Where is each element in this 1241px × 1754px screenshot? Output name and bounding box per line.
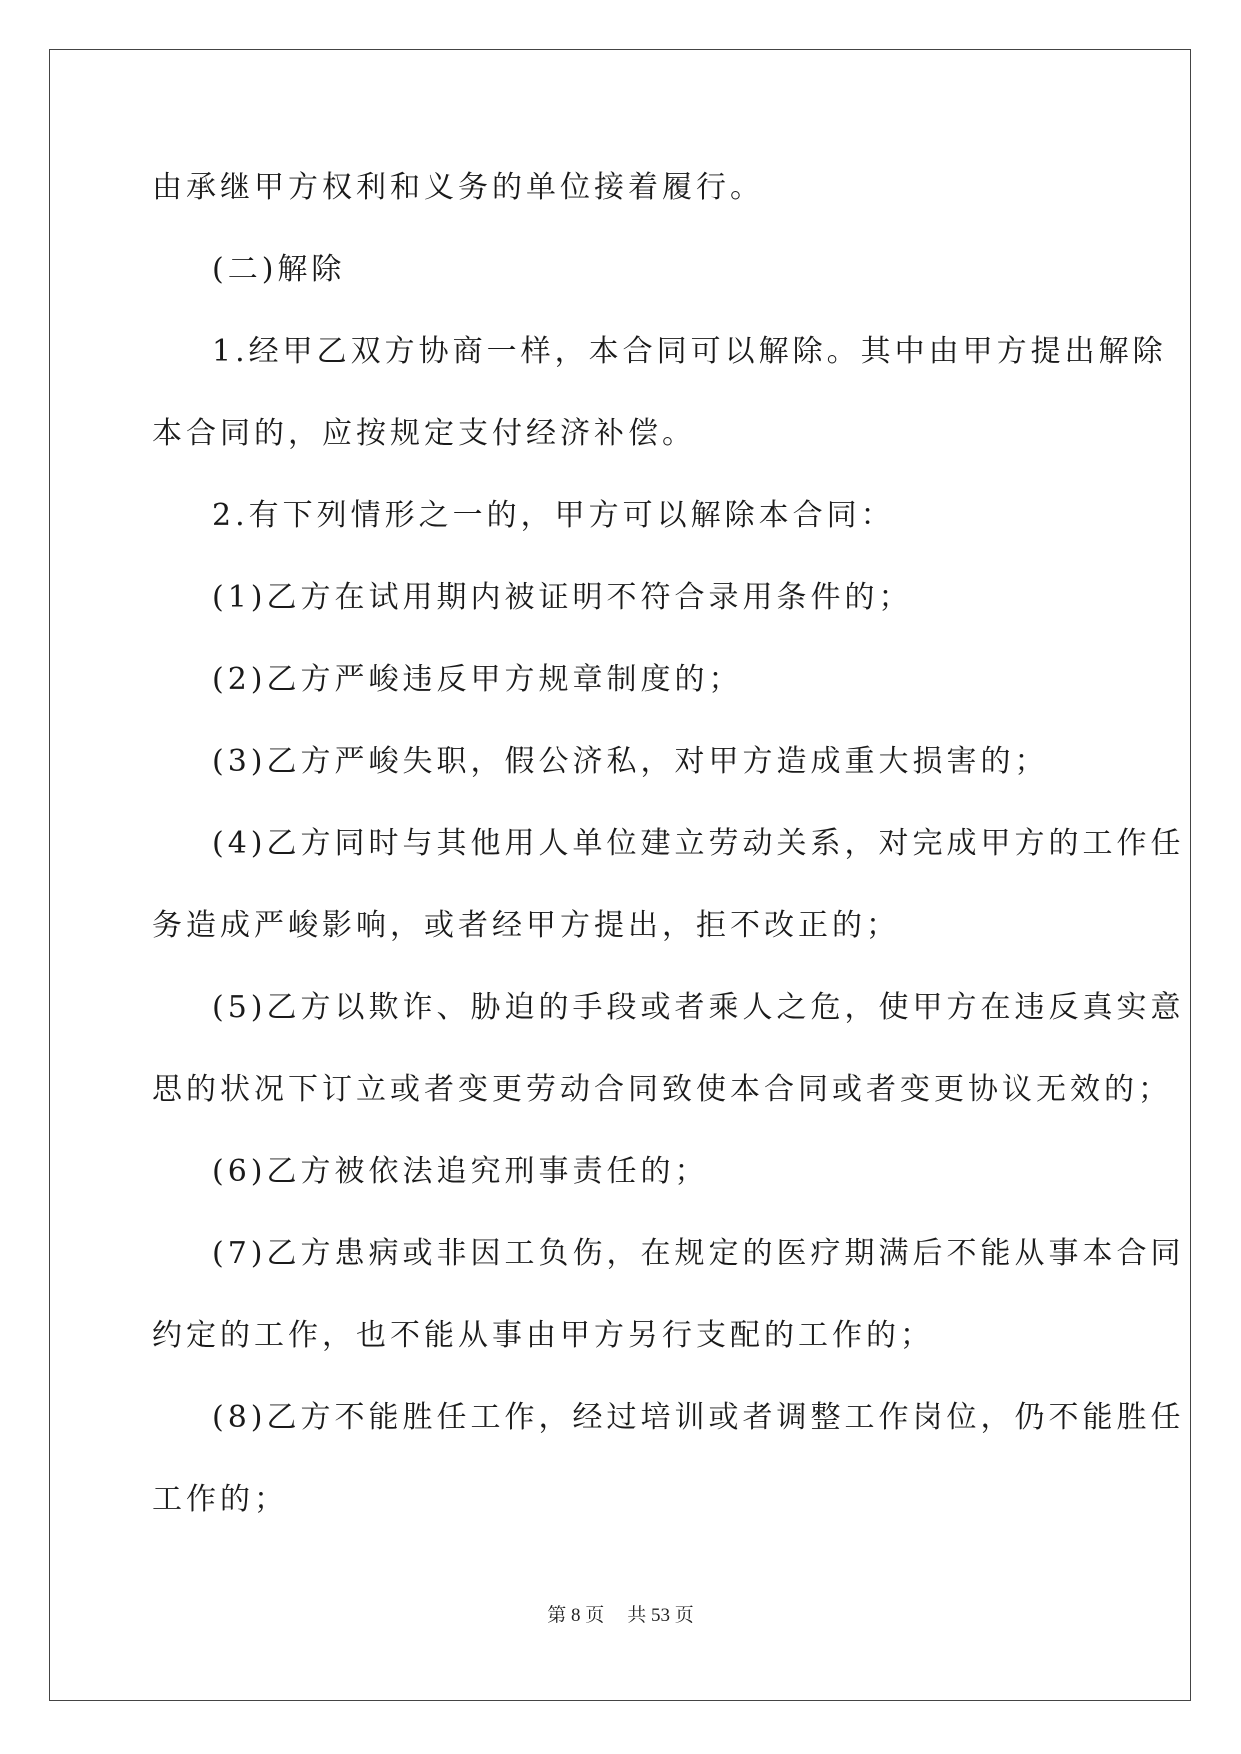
paragraph-line: 由承继甲方权利和义务的单位接着履行。 (152, 170, 764, 205)
list-item-continuation: 约定的工作，也不能从事由甲方另行支配的工作的； (152, 1318, 934, 1353)
list-item: (8)乙方不能胜任工作，经过培训或者调整工作岗位，仍不能胜任 (212, 1400, 1185, 1435)
page-border (49, 49, 1191, 1701)
paragraph-line: 本合同的，应按规定支付经济补偿。 (152, 416, 696, 451)
list-item: (6)乙方被依法追究刑事责任的； (212, 1154, 709, 1189)
list-item: (2)乙方严峻违反甲方规章制度的； (212, 662, 743, 697)
page-total: 共 53 页 (627, 1605, 694, 1626)
list-item: (4)乙方同时与其他用人单位建立劳动关系，对完成甲方的工作任 (212, 826, 1185, 861)
paragraph-line: 2.有下列情形之一的，甲方可以解除本合同： (212, 498, 895, 533)
list-item: (5)乙方以欺诈、胁迫的手段或者乘人之危，使甲方在违反真实意 (212, 990, 1185, 1025)
page-number: 第 8 页 (547, 1605, 605, 1626)
list-item-continuation: 思的状况下订立或者变更劳动合同致使本合同或者变更协议无效的； (152, 1072, 1172, 1107)
paragraph-line: 1.经甲乙双方协商一样，本合同可以解除。其中由甲方提出解除 (212, 334, 1167, 369)
list-item: (1)乙方在试用期内被证明不符合录用条件的； (212, 580, 913, 615)
list-item: (3)乙方严峻失职，假公济私，对甲方造成重大损害的； (212, 744, 1049, 779)
page-footer (0, 1600, 1241, 1627)
section-heading: (二)解除 (212, 252, 346, 287)
list-item-continuation: 务造成严峻影响，或者经甲方提出，拒不改正的； (152, 908, 900, 943)
list-item-continuation: 工作的； (152, 1482, 288, 1517)
list-item: (7)乙方患病或非因工负伤，在规定的医疗期满后不能从事本合同 (212, 1236, 1185, 1271)
